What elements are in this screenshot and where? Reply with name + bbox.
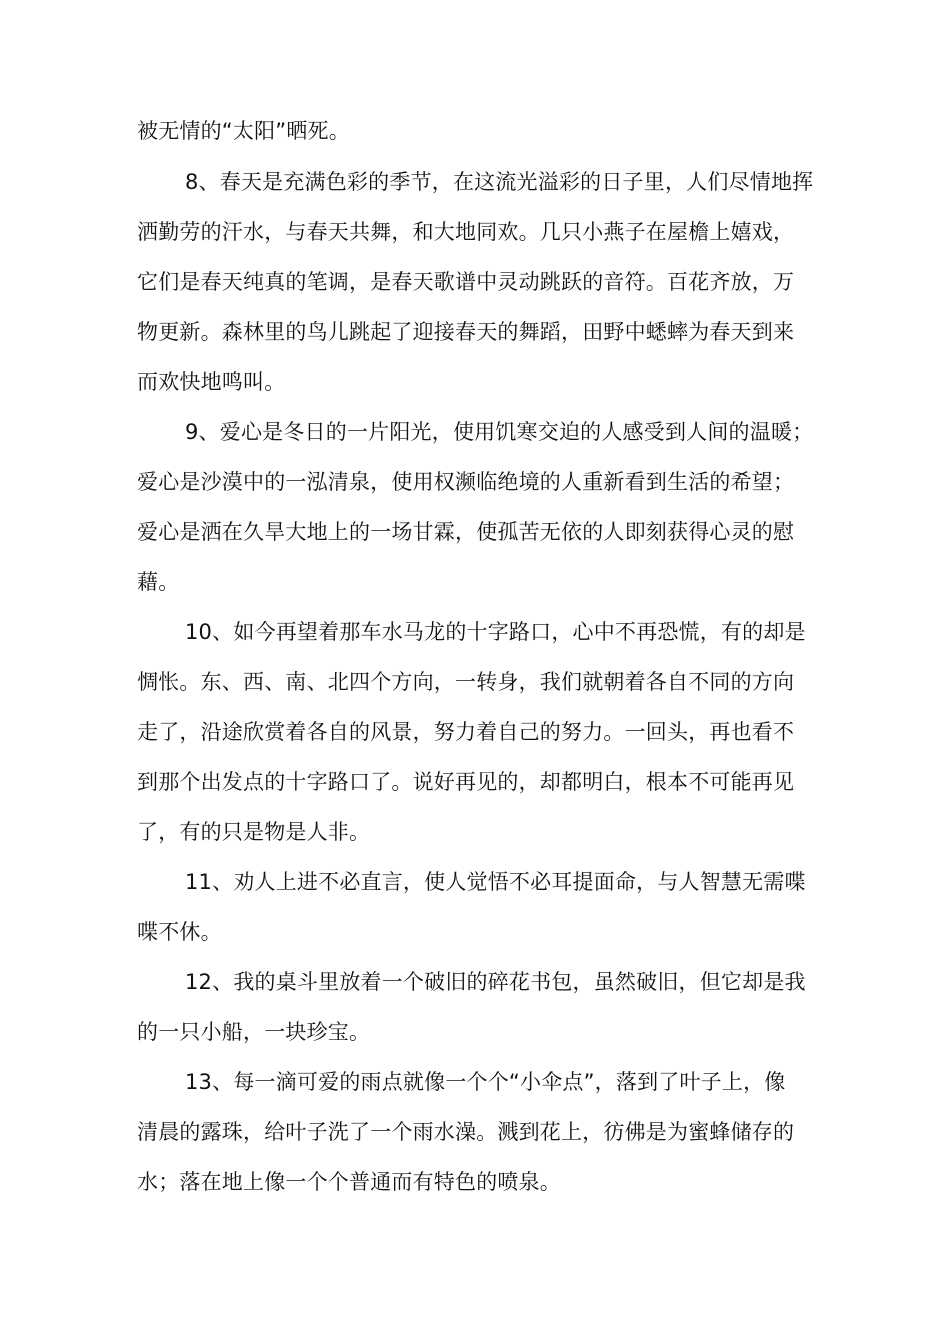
text-line: 到那个出发点的十字路口了。说好再见的，却都明白，根本不可能再见 bbox=[137, 770, 795, 794]
text-line: 的一只小船，一块珍宝。 bbox=[137, 1020, 371, 1044]
text-line: 它们是春天纯真的笔调，是春天歌谱中灵动跳跃的音符。百花齐放，万 bbox=[137, 270, 795, 294]
text-line: 藉。 bbox=[137, 570, 180, 594]
paragraph-10-line-1: 10、如今再望着那车水马龙的十字路口，心中不再恐慌，有的却是 bbox=[185, 620, 806, 644]
text-line: 爱心是沙漠中的一泓清泉，使用权濒临绝境的人重新看到生活的希望； bbox=[137, 470, 795, 494]
text-line: 水；落在地上像一个个普通而有特色的喷泉。 bbox=[137, 1170, 561, 1194]
text-line: 走了，沿途欣赏着各自的风景，努力着自己的努力。一回头，再也看不 bbox=[137, 720, 795, 744]
paragraph-9-line-1: 9、爱心是冬日的一片阳光，使用饥寒交迫的人感受到人间的温暖； bbox=[185, 420, 814, 444]
text-line: 洒勤劳的汗水，与春天共舞，和大地同欢。几只小燕子在屋檐上嬉戏， bbox=[137, 220, 795, 244]
paragraph-12-line-1: 12、我的桌斗里放着一个破旧的碎花书包，虽然破旧，但它却是我 bbox=[185, 970, 806, 994]
paragraph-8-line-1: 8、春天是充满色彩的季节，在这流光溢彩的日子里，人们尽情地挥 bbox=[185, 170, 814, 194]
text-line: 物更新。森林里的鸟儿跳起了迎接春天的舞蹈，田野中蟋蟀为春天到来 bbox=[137, 320, 795, 344]
text-line: 喋不休。 bbox=[137, 920, 222, 944]
text-line: 而欢快地鸣叫。 bbox=[137, 370, 286, 394]
text-line: 被无情的“太阳”晒死。 bbox=[137, 119, 350, 143]
text-line: 了，有的只是物是人非。 bbox=[137, 820, 371, 844]
text-line: 爱心是洒在久旱大地上的一场甘霖，使孤苦无依的人即刻获得心灵的慰 bbox=[137, 520, 795, 544]
text-line: 惆怅。东、西、南、北四个方向，一转身，我们就朝着各自不同的方向 bbox=[137, 670, 795, 694]
paragraph-11-line-1: 11、劝人上进不必直言，使人觉悟不必耳提面命，与人智慧无需喋 bbox=[185, 870, 806, 894]
paragraph-13-line-1: 13、每一滴可爱的雨点就像一个个“小伞点”，落到了叶子上，像 bbox=[185, 1070, 786, 1094]
text-line: 清晨的露珠，给叶子洗了一个雨水澡。溅到花上，彷佛是为蜜蜂储存的 bbox=[137, 1120, 795, 1144]
